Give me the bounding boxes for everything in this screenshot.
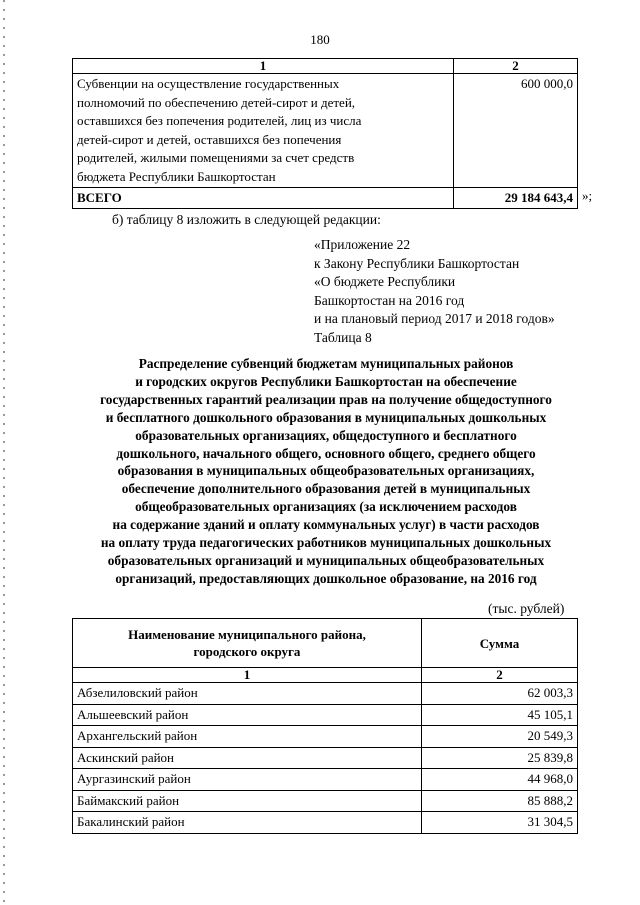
district-sum: 85 888,2 [422,790,578,812]
subsidy-table [72,618,578,834]
row-amount: 600 000,0 [454,74,578,188]
table-row [73,769,578,791]
table-header-row [73,59,578,74]
col-number-1: 1 [73,668,422,683]
annex-line: Башкортостан на 2016 год [314,292,465,308]
district-sum: 31 304,5 [422,812,578,834]
district-name: Абзелиловский район [73,683,422,705]
annex-line: «О бюджете Республики [314,274,456,290]
description-line: Субвенции на осуществление государственных [77,76,340,91]
title-line: образовательных организаций и муниципальных общеобразовательных [107,552,545,568]
table-row [73,747,578,769]
district-name: Баймакский район [73,790,422,812]
title-line: на оплату труда педагогических работников муниципальных дошкольных [100,535,552,551]
annex-line: и на плановый период 2017 и 2018 годов» [314,311,555,327]
district-name: Бакалинский район [73,812,422,834]
title-line: Распределение субвенций бюджетам муниципальных районов [138,356,514,371]
total-label: ВСЕГО [73,188,454,209]
description-line: оставшихся без попечения родителей, лиц из числа [77,113,362,128]
district-name: Архангельский район [73,726,422,748]
title-line: государственных гарантий реализации прав на получение общедоступного [100,391,552,407]
scan-edge-marks [3,0,5,905]
header-name-line: Наименование муниципального района, [128,627,366,642]
title-line: и бесплатного дошкольного образования в муниципальных дошкольных [105,409,547,425]
title-line: общеобразовательных организациях (за исключением расходов [135,499,517,515]
title-line: образования в муниципальных общеобразовательных организациях, [117,463,535,479]
district-name: Альшеевский район [73,704,422,726]
description-line: детей-сирот и детей, оставшихся без попечения [77,131,342,147]
title-line: и городских округов Республики Башкортостан на обеспечение [135,373,517,389]
table-header-row [73,619,578,668]
annex-line: Таблица 8 [314,329,372,345]
table-row [73,683,578,705]
col-number-2: 2 [454,59,578,74]
district-name: Аургазинский район [73,769,422,791]
unit-label: (тыс. рублей) [488,601,565,616]
col-number-2: 2 [422,668,578,683]
district-sum: 25 839,8 [422,747,578,769]
table-row [73,790,578,812]
title-line: дошкольного, начального общего, основного общего, среднего общего [116,445,536,461]
title-line: на содержание зданий и оплату коммунальных услуг) в части расходов [112,517,540,533]
table-row [73,74,578,188]
col-number-1: 1 [73,59,454,74]
annex-line: «Приложение 22 [314,237,411,252]
table-row [73,726,578,748]
description-line: родителей, жилыми помещениями за счет средств [77,150,355,165]
document-title [60,355,592,588]
page-number: 180 [310,32,330,47]
annex-line: к Закону Республики Башкортостан [314,255,520,271]
total-amount: 29 184 643,4 [454,188,578,209]
district-sum: 45 105,1 [422,704,578,726]
header-name-line: городского округа [193,644,301,659]
table-row [73,704,578,726]
intro-paragraph: б) таблицу 8 изложить в следующей редакции: [112,212,381,227]
total-row [73,188,578,209]
district-sum: 44 968,0 [422,769,578,791]
description-line: бюджета Республики Башкортостан [77,168,276,184]
title-line: образовательных организациях, общедоступного и бесплатного [135,427,517,443]
annex-reference [314,236,555,348]
header-sum: Сумма [422,619,578,668]
district-sum: 20 549,3 [422,726,578,748]
description-line: полномочий по обеспечению детей-сирот и детей, [77,94,356,110]
closing-quote: »; [582,188,593,203]
header-name [73,619,422,668]
continued-table [72,58,578,209]
column-numbers-row [73,668,578,683]
district-name: Аскинский район [73,747,422,769]
table-row [73,812,578,834]
row-description [73,74,454,188]
district-sum: 62 003,3 [422,683,578,705]
title-line: обеспечение дополнительного образования детей в муниципальных [121,481,531,497]
title-line: организаций, предоставляющих дошкольное образование, на 2016 год [115,570,537,586]
